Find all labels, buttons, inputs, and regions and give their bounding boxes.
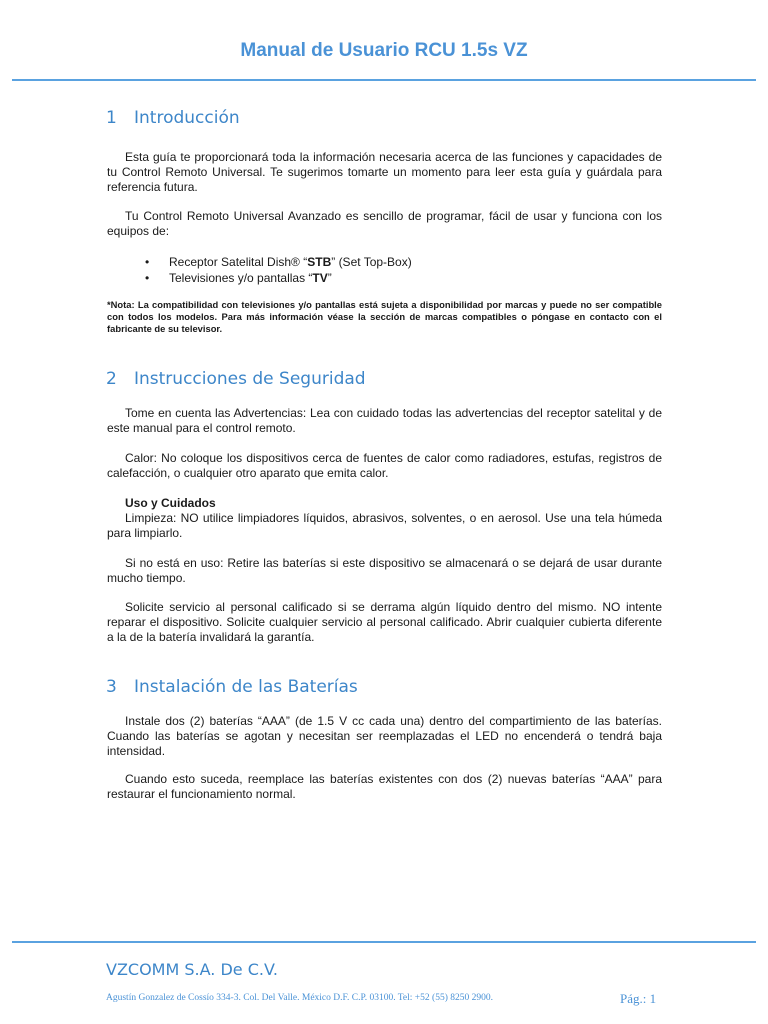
section-heading-introduccion <box>106 108 240 128</box>
section-number: 3 <box>106 677 117 697</box>
footer-address: Agustín Gonzalez de Cossío 334-3. Col. Del Valle. México D.F. C.P. 03100. Tel: +52 (55) 8250 2900. <box>106 993 493 1003</box>
paragraph-text: Cuando esto suceda, reemplace las baterías existentes con dos (2) nuevas baterías “AAA” para restaurar el funcionamiento normal. <box>107 772 662 801</box>
footer-divider <box>12 941 756 943</box>
paragraph-limpieza <box>107 511 662 541</box>
bullet-text: ” (Set Top-Box) <box>331 255 412 269</box>
section-title: Instrucciones de Seguridad <box>134 369 366 389</box>
paragraph-servicio <box>107 600 662 645</box>
header-divider <box>12 79 756 81</box>
paragraph-text: Solicite servicio al personal calificado si se derrama algún líquido dentro del mismo. NO intente reparar el dispositivo. Solicite cualquier servicio al personal calificado. Abrir cualquier cubierta diferente a la de la batería invalidará la garantía. <box>107 600 662 644</box>
equipment-list <box>145 254 665 286</box>
paragraph-instalacion <box>107 714 662 759</box>
bullet-bold-text: TV <box>312 271 328 285</box>
paragraph-no-uso <box>107 556 662 586</box>
bullet-text: Receptor Satelital Dish® “ <box>169 255 308 269</box>
compatibility-note: *Nota: La compatibilidad con televisiones y/o pantallas está sujeta a disponibilidad por marcas y puede no ser compatible con todos los modelos. Para más información véase la sección de marcas compatibles o póngase en contacto con el fabricante de su televisor. <box>107 299 662 334</box>
paragraph-advertencias <box>107 406 662 436</box>
paragraph-text: Calor: No coloque los dispositivos cerca de fuentes de calor como radiadores, estufas, registros de calefacción, o cualquier otro aparato que emita calor. <box>107 451 662 480</box>
paragraph-text: Limpieza: NO utilice limpiadores líquidos, abrasivos, solventes, o en aerosol. Use una tela húmeda para limpiarlo. <box>107 511 662 540</box>
paragraph-reemplazo <box>107 772 662 802</box>
section-number: 1 <box>106 108 117 128</box>
bullet-text: ” <box>327 271 332 285</box>
section-heading-seguridad <box>106 369 366 389</box>
paragraph-text: Si no está en uso: Retire las baterías si este dispositivo se almacenará o se dejará de usar durante mucho tiempo. <box>107 556 662 585</box>
paragraph-text: Instale dos (2) baterías “AAA” (de 1.5 V cc cada una) dentro del compartimiento de las baterías. Cuando las baterías se agotan y necesitan ser reemplazadas el LED no encenderá o tendrá baja intensidad. <box>107 714 662 758</box>
paragraph-text: Tome en cuenta las Advertencias: Lea con cuidado todas las advertencias del receptor satelital y de este manual para el control remoto. <box>107 406 662 435</box>
subheading-uso-cuidados <box>107 496 662 511</box>
bullet-text: Televisiones y/o pantallas “ <box>169 271 313 285</box>
paragraph-text: Tu Control Remoto Universal Avanzado es sencillo de programar, fácil de usar y funciona con los equipos de: <box>107 209 662 238</box>
paragraph-intro-1 <box>107 150 662 195</box>
subheading-text: Uso y Cuidados <box>125 496 216 510</box>
paragraph-text: Esta guía te proporcionará toda la información necesaria acerca de las funciones y capacidades de tu Control Remoto Universal. Te sugerimos tomarte un momento para leer esta guía y guárdala para referencia futura. <box>107 150 662 194</box>
section-heading-baterias <box>106 677 358 697</box>
list-item-stb <box>145 254 665 270</box>
page-header-title: Manual de Usuario RCU 1.5s VZ <box>240 40 528 61</box>
footer-company-name: VZCOMM S.A. De C.V. <box>106 960 278 979</box>
section-number: 2 <box>106 369 117 389</box>
paragraph-calor <box>107 451 662 481</box>
section-title: Instalación de las Baterías <box>134 677 358 697</box>
page-number: Pág.: 1 <box>620 991 657 1006</box>
paragraph-intro-2 <box>107 209 662 239</box>
list-item-tv <box>145 270 665 286</box>
section-title: Introducción <box>134 108 240 128</box>
bullet-bold-text: STB <box>307 255 332 269</box>
